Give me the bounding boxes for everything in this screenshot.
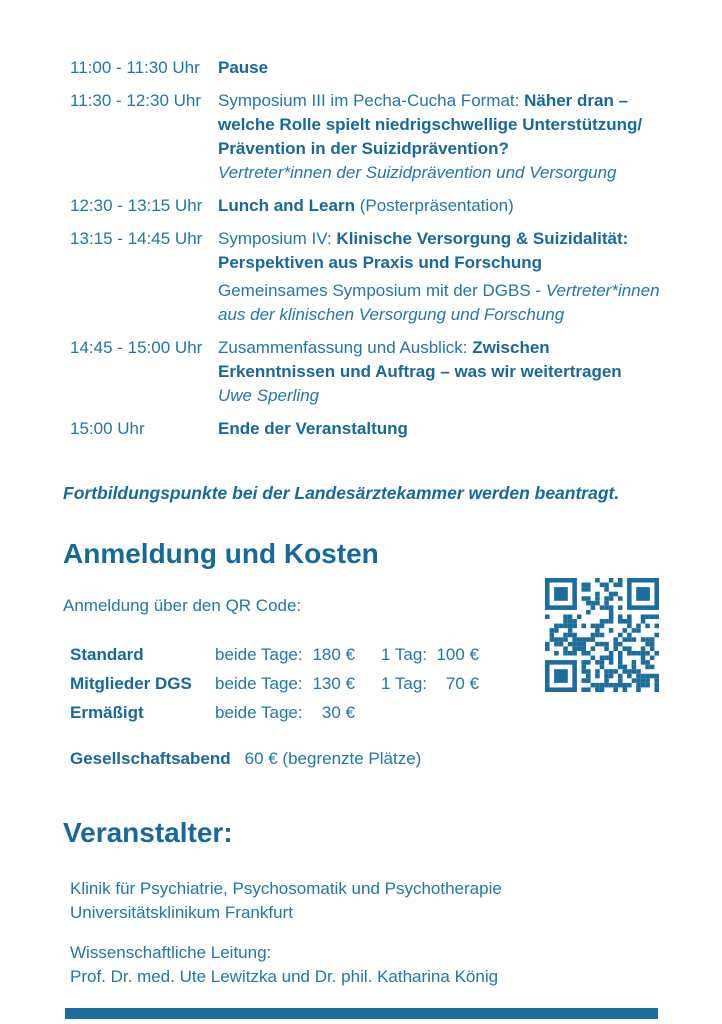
column-gap <box>355 643 381 667</box>
event-speakers: Vertreter*innen aus der klinischen Versorgung und Forschung <box>218 281 660 324</box>
one-day-price: 100 € <box>436 645 479 664</box>
one-day-price: 70 € <box>445 674 479 693</box>
price-label: Mitglieder DGS <box>70 674 192 693</box>
dinner-price: 60 € (begrenzte Plätze) <box>244 749 422 768</box>
price-label: Standard <box>70 645 144 664</box>
event-subtitle <box>218 279 668 327</box>
scientific-lead <box>70 941 668 989</box>
event-title-block <box>218 227 668 275</box>
schedule-description <box>218 89 668 185</box>
schedule-row-pause <box>70 56 668 80</box>
column-gap <box>355 672 381 696</box>
both-days-price: 30 € <box>321 703 355 722</box>
event-title: Näher dran – welche Rolle spielt niedrigschwellige Unterstützung/ <box>218 91 643 134</box>
event-title-cont: Prävention in der Suizidprävention? <box>218 139 509 158</box>
qr-code <box>545 578 659 692</box>
price-label: Ermäßigt <box>70 703 144 722</box>
both-days-label: beide Tage: <box>215 703 303 722</box>
schedule-time: 14:45 - 15:00 Uhr <box>70 338 203 357</box>
clinic-institution: Universitätsklinikum Frankfurt <box>70 903 293 922</box>
organizer-heading: Veranstalter: <box>63 817 233 848</box>
schedule-time: 13:15 - 14:45 Uhr <box>70 229 203 248</box>
event-prefix: Zusammenfassung und Ausblick: <box>218 338 468 357</box>
price-row-reduced <box>70 701 668 725</box>
event-suffix: (Posterpräsentation) <box>359 196 514 215</box>
event-title: Lunch and Learn <box>218 196 355 215</box>
schedule-time: 11:00 - 11:30 Uhr <box>70 58 200 77</box>
schedule-description <box>218 227 668 327</box>
event-prefix: Symposium IV: <box>218 229 332 248</box>
event-title: Ende der Veranstaltung <box>218 419 408 438</box>
one-day-price <box>431 701 479 725</box>
one-day-label <box>381 701 431 725</box>
schedule-row-lunch <box>70 194 668 218</box>
schedule <box>70 56 668 441</box>
column-gap <box>355 701 381 725</box>
schedule-row-symposium-4 <box>70 227 668 327</box>
schedule-row-symposium-3 <box>70 89 668 185</box>
event-prefix: Symposium III im Pecha-Cucha Format: <box>218 91 520 110</box>
schedule-description <box>218 417 668 441</box>
scientific-lead-names: Prof. Dr. med. Ute Lewitzka und Dr. phil. Katharina König <box>70 967 499 986</box>
event-title: Pause <box>218 58 269 77</box>
schedule-description <box>218 194 668 218</box>
both-days-label: beide Tage: <box>215 645 303 664</box>
one-day-label: 1 Tag: <box>381 674 428 693</box>
schedule-time: 15:00 Uhr <box>70 419 145 438</box>
event-title-block <box>218 89 668 161</box>
event-speakers: Vertreter*innen der Suizidprävention und Versorgung <box>218 163 617 182</box>
event-speakers: Uwe Sperling <box>218 386 320 405</box>
event-title-block <box>218 336 668 384</box>
schedule-time: 11:30 - 12:30 Uhr <box>70 91 202 110</box>
event-title: Klinische Versorgung & Suizidalität: Perspektiven aus Praxis und Forschung <box>218 229 629 272</box>
one-day-label: 1 Tag: <box>381 645 428 664</box>
both-days-price: 130 € <box>312 674 355 693</box>
event-subtitle-text: Gemeinsames Symposium mit der DGBS - <box>218 281 542 300</box>
schedule-time: 12:30 - 13:15 Uhr <box>70 196 203 215</box>
schedule-description <box>218 336 668 408</box>
schedule-description <box>218 56 668 80</box>
scientific-lead-label: Wissenschaftliche Leitung: <box>70 943 272 962</box>
schedule-row-end <box>70 417 668 441</box>
registration-heading: Anmeldung und Kosten <box>63 538 379 569</box>
cme-note: Fortbildungspunkte bei der Landesärztekammer werden beantragt. <box>63 483 620 503</box>
organizer-clinic <box>70 877 668 925</box>
clinic-name: Klinik für Psychiatrie, Psychosomatik und Psychotherapie <box>70 879 502 898</box>
registration-lead: Anmeldung über den QR Code: <box>63 596 302 615</box>
footer-accent-bar <box>65 1008 658 1019</box>
dinner-row <box>70 747 668 771</box>
both-days-price: 180 € <box>312 645 355 664</box>
event-title: Zwischen Erkenntnissen und Auftrag – was wir weitertragen <box>218 338 622 381</box>
schedule-row-summary <box>70 336 668 408</box>
dinner-label: Gesellschaftsabend <box>70 749 231 768</box>
both-days-label: beide Tage: <box>215 674 303 693</box>
